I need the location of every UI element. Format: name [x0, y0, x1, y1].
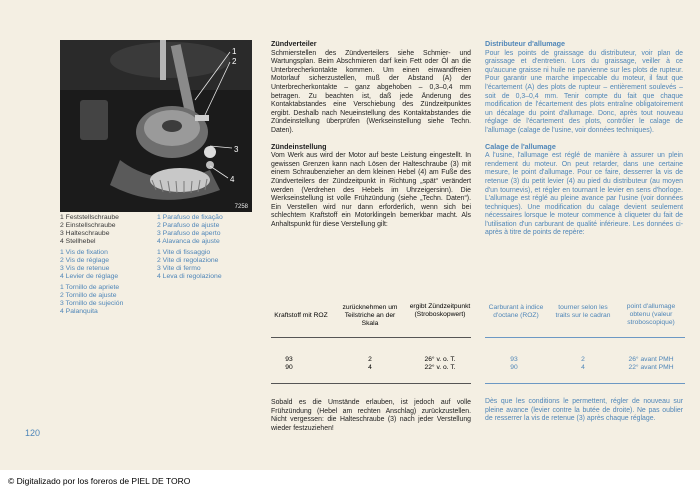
callout-2: 2 — [232, 57, 237, 66]
legend-item: 1 Vite di fissaggio — [157, 249, 211, 256]
table-cell: 2 — [368, 356, 372, 363]
paragraph: Sobald es die Umstände erlauben, ist jedoch auf volle Frühzündung (Hebel am rechten Anschlag) zurückzustellen. Nicht vergessen: die Halteschraube (3) nach jeder Verstellung wieder festzuziehen! — [271, 399, 471, 432]
table-cell: 22° v. o. T. — [424, 364, 456, 371]
legend-item: 1 Vis de fixation — [60, 249, 108, 256]
legend-item: 3 Halteschraube — [60, 230, 110, 237]
legend-item: 4 Alavanca de ajuste — [157, 238, 220, 245]
table-header: Kraftstoff mit ROZ — [274, 312, 328, 319]
legend-spanish — [60, 284, 123, 316]
table-cell: 90 — [285, 364, 293, 371]
table-cell: 4 — [581, 364, 585, 371]
table-header: Carburant à indice d'octane (ROZ) — [488, 304, 544, 319]
table-header: zurücknehmen um Teilstriche an der Skala — [342, 304, 398, 327]
section-title: Distributeur d'allumage — [485, 39, 565, 48]
german-closing-paragraph — [271, 399, 471, 440]
figure-code: 7258 — [234, 204, 248, 210]
legend-italian — [157, 249, 222, 281]
paragraph: Schmierstellen des Zündverteilers siehe Schmier- und Wartungsplan. Beim Abschmieren darf kein Fett oder Öl an die Unterbrecherkontakte kommen. Um einen einwandfreien Motorlauf sicherzustellen, muß der Abstand (A) der Unterbrecherkontakte – ganz abgehoben – 0,3–0,4 mm betragen. Zu beachten ist, daß jede Änderung des Kontaktabstandes eine Verschiebung des Zündzeitpunktes ergibt. Deshalb nach Neueinstellung des Kontaktabstandes die Zündeinstellung überprüfen (Werkseinstellung siehe Techn. Daten). — [271, 49, 471, 134]
section-title: Calage de l'allumage — [485, 141, 556, 151]
paragraph: A l'usine, l'allumage est réglé de manière à assurer un plein rendement du moteur. On peut retarder, dans une certaine mesure, le point d'allumage. Pour ce faire, desserrer la vis de retenue (3) du petit levier (4) au pied du distributeur (au moyen d'un tournevis), et régler en tournant le levier en sens d'horloge. L'allumage est réglé au pleine avance par l'usine (voir données techniques). Une modification du calage devient seulement nécessaires lorsque le moteur commence à cliqueter du fait de l'utilisation d'un carburant de qualité inférieure. Les données ci-après à titre de points de repère: — [485, 152, 683, 237]
table-rule — [271, 337, 471, 338]
german-column — [271, 40, 471, 236]
legend-item: 4 Stellhebel — [60, 238, 96, 245]
paragraph: Dès que les conditions le permettent, régler de nouveau sur pleine avance (levier contre la butée de droite). Ne pas oublier de resserrer la vis de retenue (3) après chaque réglage. — [485, 398, 683, 423]
table-rule — [271, 383, 471, 384]
legend-item: 3 Vis de retenue — [60, 265, 110, 272]
legend-item: 4 Palanquita — [60, 308, 98, 315]
table-cell: 93 — [510, 356, 518, 363]
table-header: tourner selon les traits sur le cadran — [555, 304, 611, 319]
french-closing-paragraph — [485, 398, 683, 431]
legend-item: 2 Tornillo de ajuste — [60, 292, 117, 299]
table-cell: 93 — [285, 356, 293, 363]
table-cell: 26° avant PMH — [628, 356, 674, 363]
table-header: ergibt Zündzeitpunkt (Stroboskopwert) — [409, 303, 471, 318]
callout-4: 4 — [230, 175, 235, 184]
section-title: Zündverteiler — [271, 39, 317, 48]
table-header: point d'allumage obtenu (valeur stroboscopique) — [626, 303, 676, 326]
legend-item: 2 Parafuso de ajuste — [157, 222, 220, 229]
digitization-credit: © Digitalizado por los foreros de PIEL DE TORO — [8, 476, 191, 486]
legend-item: 3 Tornillo de sujeción — [60, 300, 124, 307]
callout-3: 3 — [234, 145, 239, 154]
paragraph: Pour les points de graissage du distributeur, voir plan de graissage et d'entretien. Lors du graissage, veiller à ce qu'aucune graisse ni huile ne parvienne sur les plots de rupteur. Pour garantir une marche impeccable du moteur, il faut que l'écartement (A) des plots de rupteur – entièrement soulevés – soit de 0,3–0,4 mm. Tenir compte du fait que chaque modification de l'écartement des plots entraîne obligatoirement un décalage du point d'allumage. Donc, après tout nouveau réglage de l'écartement des plots, contrôler le calage de l'allumage (calage de l'usine, voir données techniques). — [485, 49, 683, 134]
section-title: Zündeinstellung — [271, 141, 327, 151]
legend-portuguese — [157, 214, 223, 246]
legend-french — [60, 249, 118, 281]
legend-item: 2 Vite di regolazione — [157, 257, 219, 264]
table-cell: 4 — [368, 364, 372, 371]
legend-item: 1 Tornillo de apriete — [60, 284, 120, 291]
legend-item: 3 Parafuso de aperto — [157, 230, 221, 237]
legend-item: 4 Levier de réglage — [60, 273, 119, 280]
page-number: 120 — [25, 428, 41, 438]
legend-item: 2 Vis de réglage — [60, 257, 109, 264]
table-rule — [485, 383, 685, 384]
table-cell: 90 — [510, 364, 518, 371]
distributor-photo — [60, 40, 252, 212]
legend-item: 2 Einstellschraube — [60, 222, 116, 229]
table-rule — [485, 337, 685, 338]
legend-german — [60, 214, 119, 246]
legend-item: 3 Vite di fermo — [157, 265, 201, 272]
paragraph: Vom Werk aus wird der Motor auf beste Leistung eingestellt. In gewissen Grenzen kann nach Lösen der Halteschraube (3) mit einem Schraubenzieher an dem kleinen Hebel (4) am Fuße des Zündverteilers der Zündzeitpunkt in Richtung „spät“ verändert werden (Verdrehen des Hebels im Uhrzeigersinn). Die Werkseinstellung ist volle Frühzündung (siehe „Techn. Daten“). Ein Verstellen wird nur dann erforderlich, wenn sich bei schlechtem Kraftstoff ein Motorklingeln bemerkbar macht. Als Anhaltspunkt für diese Verstellung gilt: — [271, 152, 471, 228]
table-cell: 2 — [581, 356, 585, 363]
french-column — [485, 40, 683, 245]
table-cell: 22° avant PMH — [628, 364, 674, 371]
callout-1: 1 — [232, 47, 237, 56]
legend-item: 1 Parafuso de fixação — [157, 214, 223, 221]
table-cell: 26° v. o. T. — [424, 356, 456, 363]
legend-item: 1 Feststellschraube — [60, 214, 119, 221]
legend-item: 4 Leva di regolazione — [157, 273, 222, 280]
distributor-engine-illustration — [60, 40, 252, 212]
